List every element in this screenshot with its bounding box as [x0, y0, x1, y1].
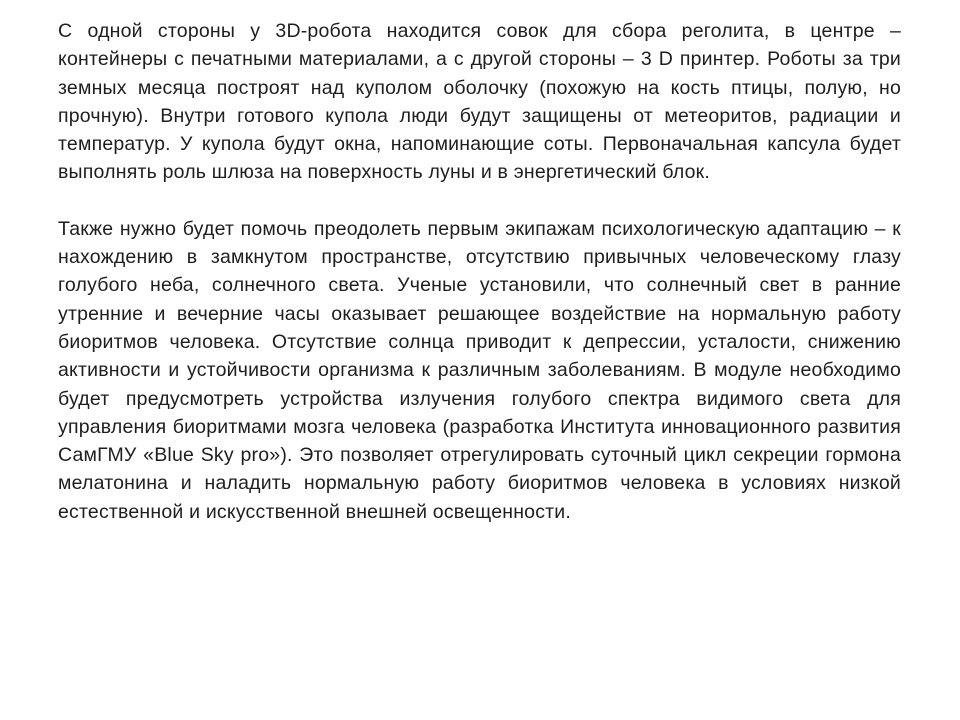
- paragraph-robot-dome: С одной стороны у 3D-робота находится совок для сбора реголита, в центре – контейнеры с печатными материалами, а с другой стороны – 3 D принтер. Роботы за три земных месяца построят над куполом оболочку (похожую на кость птицы, полую, но прочную). Внутри готового купола люди будут защищены от метеоритов, радиации и температур. У купола будут окна, напоминающие соты. Первоначальная капсула будет выполнять роль шлюза на поверхность луны и в энергетический блок.: [58, 20, 901, 184]
- slide-text-body: [58, 17, 901, 526]
- paragraph-psychological-adaptation: Также нужно будет помочь преодолеть первым экипажам психологическую адаптацию – к нахождению в замкнутом пространстве, отсутствию привычных человеческому глазу голубого неба, солнечного света. Ученые установили, что солнечный свет в ранние утренние и вечерние часы оказывает решающее воздействие на нормальную работу биоритмов человека. Отсутствие солнца приводит к депрессии, усталости, снижению активности и устойчивости организма к различным заболеваниям. В модуле необходимо будет предусмотреть устройства излучения голубого спектра видимого света для управления биоритмами мозга человека (разработка Института инновационного развития СамГМУ «Blue Sky pro»). Это позволяет отрегулировать суточный цикл секреции гормона мелатонина и наладить нормальную работу биоритмов человека в условиях низкой естественной и искусственной внешней освещенности.: [58, 217, 901, 523]
